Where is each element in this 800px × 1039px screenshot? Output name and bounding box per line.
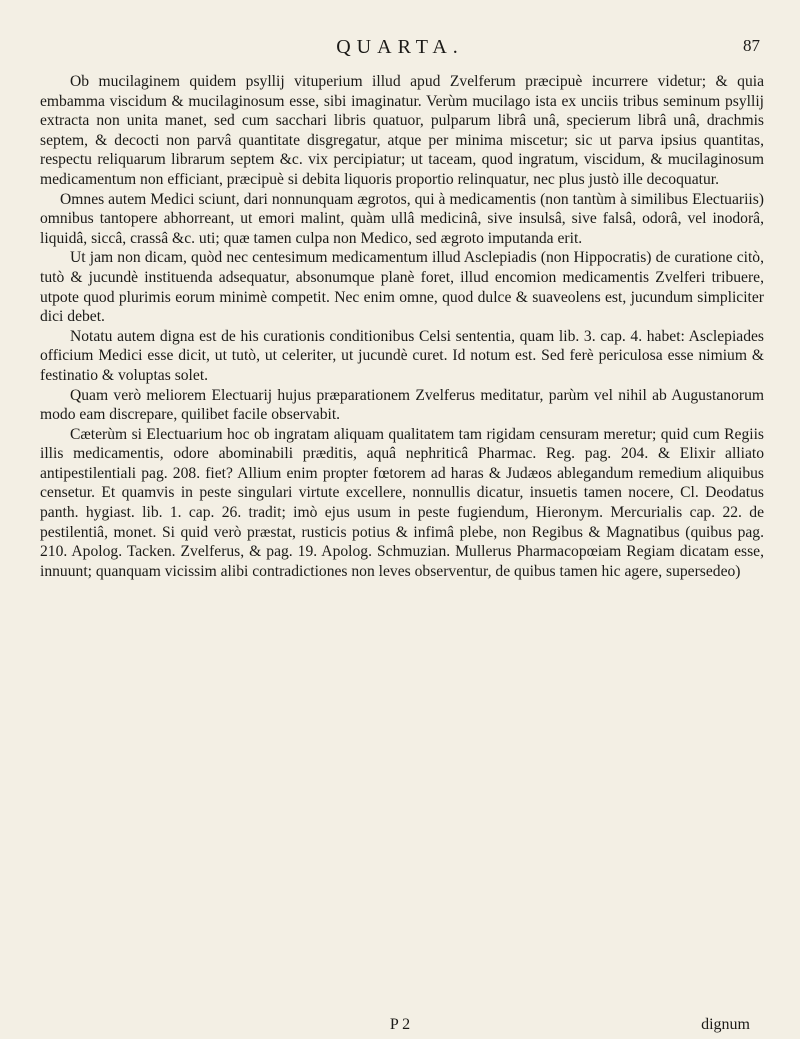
paragraph-mucilago: Ob mucilaginem quidem psyllij vituperium illud apud Zvelferum præcipuè incurrere videtur; & quia embamma viscidum & mucilaginosum esse, sibi imaginatur. Verùm mucilago ista ex unciis tribus seminum psyllij extracta non unita manet, sed cum sacchari libris quatuor, pulparum librâ unâ, specierum librâ unâ, drachmis septem, & decocti non parvâ quantitate disgregatur, atque per minima miscetur; sic ut parva ipsius quantitas, respectu reliquarum librarum septem &c. vix percipiatur; ut taceam, quod ingratum, viscidum, & mucilaginosum medicamentum non efficiant, præcipuè si debita liquoris proportio relinquatur, nec plus justò ille decoquatur. xyxy=(40,73,764,188)
page-number: 87 xyxy=(743,36,760,55)
signature-mark: P 2 xyxy=(389,1016,411,1033)
paragraph-celsi-sententia: Notatu autem digna est de his curationis conditionibus Celsi sententia, quam lib. 3. cap. 4. habet: Asclepiades officium Medici esse dicit, ut tutò, ut celeriter, ut jucundè curet. Id notum est. Sed ferè periculosa esse nimium & festinatio & voluptas solet. xyxy=(40,327,764,384)
paragraph-omnes-medici: Omnes autem Medici sciunt, dari nonnunquam ægrotos, qui à medicamentis (non tantùm à similibus Electuariis) omnibus tantopere abhorreant, ut emori malint, quàm ullâ medicinâ, sive insulsâ, sive falsâ, odorâ, vel inodorâ, liquidâ, siccâ, crassâ &c. uti; quæ tamen culpa non Medico, sed ægroto imputanda erit. xyxy=(40,190,764,247)
running-head xyxy=(40,36,760,66)
paragraph-asclepiades: Ut jam non dicam, quòd nec centesimum medicamentum illud Asclepiadis (non Hippocratis) de curatione citò, tutò & jucundè instituenda adsequatur, absonumque planè foret, illud encomion medicamentis Zvelferi tribuere, utpote quod plurimis eorum minimè competit. Nec enim omne, quod dulce & suaveolens est, jucundum simpliciter dici debet. xyxy=(40,249,764,326)
paragraph-censura: Cæterùm si Electuarium hoc ob ingratam aliquam qualitatem tam rigidam censuram meretur; quid cum Regiis illis medicamentis, odore abominabili præditis, aquâ nephriticâ Pharmac. Reg. pag. 204. & Elixir alliato antipestilentiali pag. 208. fiet? Allium enim propter fœtorem ad haras & Judæos ablegandum remedium aliquibus censetur. Et quamvis in peste singulari virtute excellere, nonnullis dicatur, insuetis tamen nocere, Cl. Deodatus panth. hygiast. lib. 1. cap. 26. tradit; imò ejus usum in peste fugiendum, Hieronym. Mercurialis cap. 22. de pestilentiâ, monet. Si quid verò præstat, rusticis potius & infimâ plebe, non Regibus & Magnatibus (quibus pag. 210. Apolog. Tacken. Zvelferus, & pag. 19. Apolog. Schmuzian. Mullerus Pharmacopœiam Regiam dicatam esse, innuunt; quanquam vicissim alibi contradictiones non leves observentur, de quibus tamen hic agere, supersedeo) xyxy=(40,425,764,580)
running-title: QUARTA. xyxy=(336,36,464,58)
body-text xyxy=(40,72,764,581)
catchword: dignum xyxy=(701,1016,750,1033)
catchline xyxy=(40,1016,760,1036)
paragraph-praeparatio: Quam verò meliorem Electuarij hujus præparationem Zvelferus meditatur, parùm vel nihil ab Augustanorum modo eam discrepare, quilibet facile observabit. xyxy=(40,386,764,424)
